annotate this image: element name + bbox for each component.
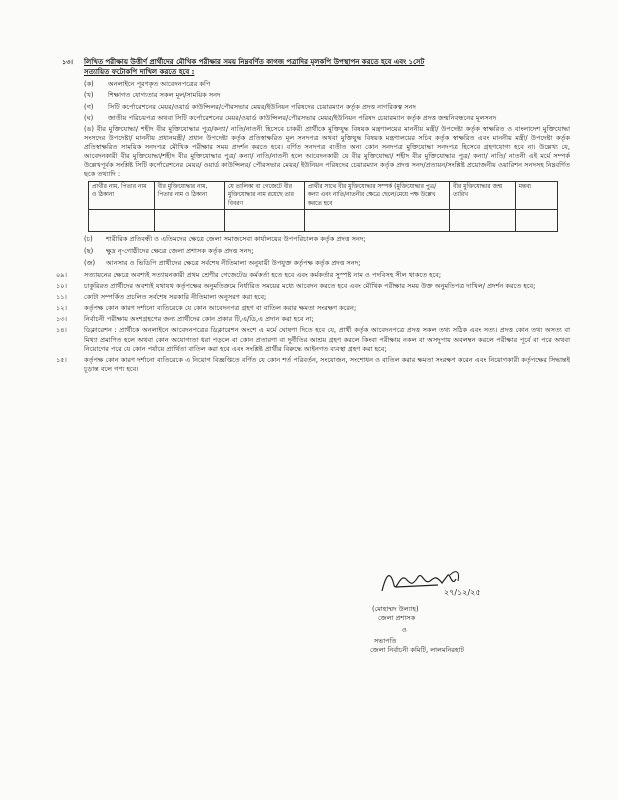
list-item: (গ) সিটি কর্পোরেশনের মেয়র/ওয়ার্ড কাউন্সিলর/পৌরসভার মেয়র/ইউনিয়ন পরিষদের চেয়ারম্যান কর্তৃক প্রদত্ত নাগরিকত্ব সনদ <box>84 102 417 111</box>
section-subtitle: সত্যায়িত ফটোকপি দাখিল করতে হবে : <box>84 67 195 76</box>
table-header-cell: যে তালিকা বা গেজেটে বীর মুক্তিযোদ্ধার নাম রয়েছে তার বিবরণ <box>225 182 305 209</box>
signature-block <box>372 565 572 655</box>
table-header-cell: প্রার্থীর সাথে বীর মুক্তিযোদ্ধার সম্পর্ক (মুক্তিযোদ্ধার পুত্র/কন্যা এবং নাতি/নাতনীর ক্ষেত্রে ছেলে/মেয়ে পক্ষ উল্লেখ করতে হবে <box>304 182 449 209</box>
table-header-row <box>89 182 558 209</box>
signatory-role: সভাপতি <box>374 637 397 646</box>
freedom-fighter-table <box>88 181 558 231</box>
section-title: লিখিত পরীক্ষায় উত্তীর্ণ প্রার্থীদের মৌখিক পরীক্ষার সময় নিম্নবর্ণিত কাগজ পত্রাদির মূলকপি উপস্থাপন করতে হবে এবং ১সেট <box>84 58 425 66</box>
freedom-fighter-paragraph: (ঙ) বীর মুক্তিযোদ্ধা/ শহীদ বীর মুক্তিযোদ্ধার পুত্র/কন্যা/ নাতি/নাতনী হিসেবে চাকরী প্রার্থীকে মুক্তিযুদ্ধ বিষয়ক মন্ত্রণালয়ের মাননীয় মন্ত্রী/ উপদেষ্টা কর্তৃক স্বাক্ষরিত ও বাংলাদেশ মুক্তিযোদ্ধা সংসদের উপদেষ্টা/ মাননীয় প্রধানমন্ত্রী/ প্রধান উপদেষ্টা কর্তৃক প্রতিস্বাক্ষরিত মূল সনদপত্র অথবা মুক্তিযুদ্ধ বিষয়ক মন্ত্রণালয়ের সচিব কর্তৃক স্বাক্ষরিত এবং মাননীয় মন্ত্রী/ উপদেষ্টা কর্তৃক প্রতিস্বাক্ষরিত সাময়িক সনদপত্র মৌখিক পরীক্ষার সময় প্রদর্শন করতে হবে। বর্ণিত সনদপত্র ব্যতীত অন্য কোন সনদপত্র মুক্তিযোদ্ধা সনদপত্র হিসেবে গ্রহণযোগ্য হবে না। উল্লেখ্য যে, আবেদনকারী বীর মুক্তিযোদ্ধা/শহীদ বীর মুক্তিযোদ্ধার পুত্র/ কন্যা/ নাতি/নাতনী হলে আবেদনকারী যে বীর মুক্তিযোদ্ধা/ শহীদ বীর মুক্তিযোদ্ধার পুত্র/ কন্যা/ নাতি/ নাতনী এই মর্মে সম্পর্ক উল্লেখপূর্বক সংশ্লিষ্ট সিটি কর্পোরেশনের মেয়র/ ওয়ার্ড কাউন্সিলর/ পৌরসভার মেয়র/ ইউনিয়ন পরিষদের চেয়ারম্যান কর্তৃক প্রদত্ত সনদ/প্রত্যয়ন/সংশ্লিষ্ট প্রয়োজনীয় ওয়ারিশন সনদসহ নিম্নবর্ণিত ছকে তথ্যাদি : <box>84 124 570 179</box>
rule-item: ১৫। কর্তৃপক্ষ কোন কারণ দর্শানো ব্যতিরেকে এ নিয়োগ বিজ্ঞপ্তিতে বর্ণিত যে কোন শর্ত পরিবর্তন, সংযোজন, সংশোধন ও বাতিল করার ক্ষমতা সংরক্ষণ করেন এবং নিয়োগকারী কর্তৃপক্ষের সিদ্ধান্তই চূড়ান্ত বলে গণ্য হবে। <box>56 355 570 373</box>
signatory-title: জেলা প্রশাসক <box>378 614 416 623</box>
rule-item: ১৩। নির্বাচনী পরীক্ষায় অংশগ্রহণের জন্য প্রার্থীদের কোন প্রকার টি,এ/ডি,এ প্রদান করা হবে না; <box>56 315 314 324</box>
rule-item: ১০। চাকুরিরত প্রার্থীদের অবশ্যই যথাযথ কর্তৃপক্ষের অনুমতিক্রমে নির্ধারিত সময়ের মধ্যে আবেদন করতে হবে এবং মৌখিক পরীক্ষার সময় উক্ত অনুমতিপত্র দাখিল/ প্রদর্শন করতে হবে; <box>56 282 536 291</box>
table-header-cell: বীর মুক্তিযোদ্ধার নাম, পিতার নাম ও ঠিকানা <box>154 182 224 209</box>
rule-item: ১২। কর্তৃপক্ষ কোন কারণ দর্শানো ব্যতিরেকে যে কোন আবেদনপত্র গ্রহণ বা বাতিল করার ক্ষমতা সংরক্ষণ করেন; <box>56 304 357 313</box>
rule-item: ০৯। সত্যায়নের ক্ষেত্রে অবশ্যই সত্যায়নকারী প্রথম শ্রেণীর গেজেটেড কর্মকর্তা হতে হবে এবং কর্মকর্তার সুস্পষ্ট নাম ও পদবিসহ সীল থাকতে হবে; <box>56 270 442 279</box>
section-number: ১৩। <box>62 58 73 66</box>
required-documents-list <box>84 80 570 122</box>
signatory-committee: জেলা নির্বাচনী কমিটি, লালমনিরহাট <box>370 646 465 655</box>
list-item: (খ) শিক্ষাগত যোগ্যতার সকল মূল/সাময়িক সনদ <box>84 91 221 100</box>
table-header-cell: প্রার্থীর নাম, পিতার নাম ও ঠিকানা <box>89 182 155 209</box>
table-header-cell: মন্তব্য <box>515 182 557 209</box>
table-row <box>89 209 558 231</box>
table-header-cell: বীর মুক্তিযোদ্ধার জন্ম তারিখ <box>450 182 516 209</box>
signature-date: ২৭/১২/২৫ <box>444 588 481 597</box>
rule-item: ১৪। ডিক্লারেশন : প্রার্থীকে অনলাইনে আবেদনপত্রের ডিক্লারেশন অংশে এ মর্মে ঘোষণা দিতে হবে যে, প্রার্থী কর্তৃক আবেদনপত্রে প্রদত্ত সকল তথ্য সঠিক এবং সত্য। প্রদত্ত কোন তথ্য অসত্য বা মিথ্যা প্রমাণিত হলে অথবা কোন অযোগ্যতা ধরা পড়লে বা কোন প্রতারণা বা দুর্নীতির আশ্রয় গ্রহণ করলে কিংবা পরীক্ষায় নকল বা অসদুপায় অবলম্বন করলে পরীক্ষার পূর্বে বা পরে অথবা নিয়োগের পরে যে কোন পর্যায়ে প্রার্থিতা বাতিল করা হবে এবং সংশ্লিষ্ট প্রার্থীর বিরুদ্ধে আইনগত ব্যবস্থা গ্রহণ করা হবে; <box>56 326 570 353</box>
list-item: (চ) শারীরিক প্রতিবন্ধী ও এতিমদের ক্ষেত্রে জেলা সমাজসেবা কার্যালয়ের উপপরিচালক কর্তৃক প্রদত্ত সনদ; <box>84 234 366 243</box>
section-heading <box>62 58 570 68</box>
list-item: (ক) অনলাইনে পূরণকৃত আবেদনপত্রের কপি <box>84 80 211 89</box>
list-item: (ছ) ক্ষুদ্র নৃ-গোষ্ঠীদের ক্ষেত্রে জেলা প্রশাসক কর্তৃক প্রদত্ত সনদ; <box>84 246 254 255</box>
rules-list <box>54 271 570 374</box>
list-item: (জ) আনসার ও ভিডিপি প্রার্থীদের ক্ষেত্রে সর্বশেষ নীতিমালা অনুযায়ী উপযুক্ত কর্তৃপক্ষ কর্তৃক প্রদত্ত সনদ; <box>84 258 361 267</box>
signatory-name: (মোহাম্মদ উল্যাহ) <box>372 605 419 613</box>
list-item: (ঘ) জাতীয় পরিচয়পত্র অথবা সিটি কর্পোরেশনের মেয়র/ওয়ার্ড কাউন্সিলর/পৌরসভার মেয়র/ইউনিয়ন পরিষদ চেয়ারম্যান কর্তৃক প্রদত্ত জন্মনিবন্ধনের মূলসনদ <box>84 113 497 122</box>
rule-item: ১১। কোটা সম্পর্কিত প্রচলিত সর্বশেষ সরকারি নীতিমালা অনুসরণ করা হবে; <box>56 293 267 302</box>
conjunction-text: ও <box>402 626 407 635</box>
